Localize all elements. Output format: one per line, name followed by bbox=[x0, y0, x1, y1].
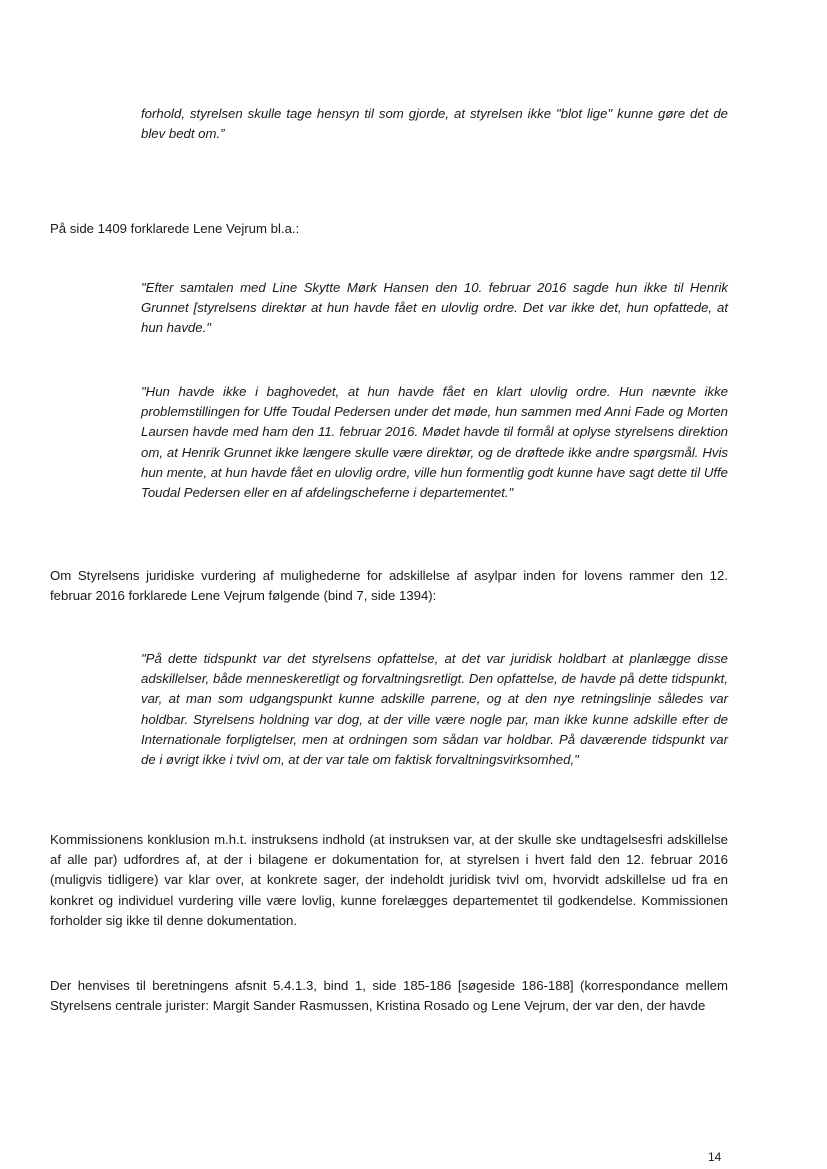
quote-samtalen: "Efter samtalen med Line Skytte Mørk Hansen den 10. februar 2016 sagde hun ikke til Henrik Grunnet [styrelsens direktør at hun havde fået en ulovlig ordre. Det var ikke det, hun opfattede, at hun havde." bbox=[141, 280, 728, 336]
konklusion-paragraph: Kommissionens konklusion m.h.t. instruksens indhold (at instruksen var, at der skulle ske undtagelsesfri adskillelse af alle par) udfordres af, at der i bilagene er dokumentation for, at styrelsen i hvert fald den 12. februar 2016 (muligvis tidligere) var klar over, at konkrete sager, der indeholdt juridisk tvivl om, hvorvidt adskillelse ud fra en konkret og individuel vurdering ville være lovlig, kunne forelægges departementet til godkendelse. Kommissionen forholder sig ikke til denne dokumentation. bbox=[50, 832, 728, 928]
page-number: 14 bbox=[708, 1150, 722, 1164]
intro-side-1394: Om Styrelsens juridiske vurdering af mulighederne for adskillelse af asylpar inden for lovens rammer den 12. februar 2016 forklarede Lene Vejrum følgende (bind 7, side 1394): bbox=[50, 568, 728, 604]
quote-top: forhold, styrelsen skulle tage hensyn til som gjorde, at styrelsen ikke "blot lige" kunne gøre det de blev bedt om.” bbox=[141, 106, 728, 142]
intro-side-1409: På side 1409 forklarede Lene Vejrum bl.a.: bbox=[50, 221, 300, 236]
quote-tidspunkt: "På dette tidspunkt var det styrelsens opfattelse, at det var juridisk holdbart at planlægge disse adskillelser, både menneskeretligt og forvaltningsretligt. Den opfattelse, de havde på dette tidspunkt, var, at man som udgangspunkt kunne adskille parrene, og at den nye retningslinje således var holdbar. Styrelsens holdning var dog, at der ville være nogle par, man ikke kunne adskille efter de Internationale forpligtelser, men at ordningen som sådan var holdbar. På daværende tidspunkt var de i øvrigt ikke i tvivl om, at der var tale om faktisk forvaltningsvirksomhed," bbox=[141, 651, 728, 768]
quote-baghovedet: "Hun havde ikke i baghovedet, at hun havde fået en klart ulovlig ordre. Hun nævnte ikke problemstillingen for Uffe Toudal Pedersen under det møde, hun sammen med Anni Fade og Morten Laursen havde med ham den 11. februar 2016. Mødet havde til formål at oplyse styrelsens direktion om, at Henrik Grunnet ikke længere skulle være direktør, og de drøftede ikke andre spørgsmål. Hvis hun mente, at hun havde fået en ulovlig ordre, ville hun formentlig godt kunne have sagt dette til Uffe Toudal Pedersen eller en af afdelingscheferne i departementet." bbox=[141, 384, 728, 501]
henvisning-paragraph: Der henvises til beretningens afsnit 5.4.1.3, bind 1, side 185-186 [søgeside 186-188] (korrespondance mellem Styrelsens centrale jurister: Margit Sander Rasmussen, Kristina Rosado og Lene Vejrum, der var den, der havde bbox=[50, 978, 728, 1014]
